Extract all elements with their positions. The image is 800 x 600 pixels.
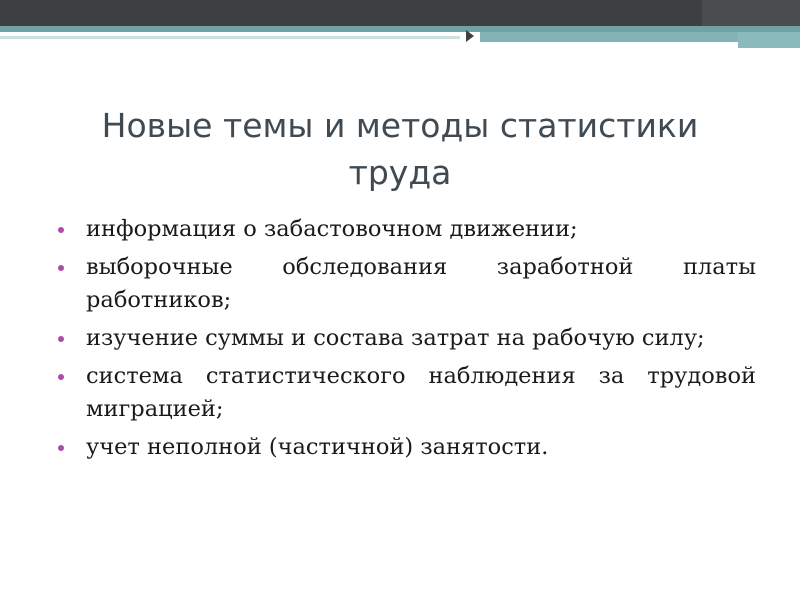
bullet-dot-icon <box>58 265 64 271</box>
slide-title: Новые темы и методы статистики труда <box>101 106 699 192</box>
bullet-text: выборочные обследования заработной платы работников; <box>86 254 756 313</box>
bullet-text: учет неполной (частичной) занятости. <box>86 434 549 460</box>
bullet-item <box>56 360 756 426</box>
bullet-text: информация о забастовочном движении; <box>86 216 578 242</box>
header-teal-block-accent <box>738 32 800 48</box>
bullet-dot-icon <box>58 374 64 380</box>
bullet-text: изучение суммы и состава затрат на рабочую силу; <box>86 325 705 351</box>
bullet-item <box>56 322 756 355</box>
bullet-dot-icon <box>58 227 64 233</box>
bullet-text: система статистического наблюдения за трудовой миграцией; <box>86 363 756 422</box>
bullet-list <box>56 213 756 469</box>
bullet-item <box>56 251 756 317</box>
header-band-accent <box>702 0 800 26</box>
bullet-dot-icon <box>58 445 64 451</box>
header-band <box>0 0 800 26</box>
bullet-item <box>56 213 756 246</box>
bullet-dot-icon <box>58 336 64 342</box>
bullet-item <box>56 431 756 464</box>
header-thin-stripe <box>0 36 460 39</box>
arrow-marker-icon <box>466 30 474 42</box>
